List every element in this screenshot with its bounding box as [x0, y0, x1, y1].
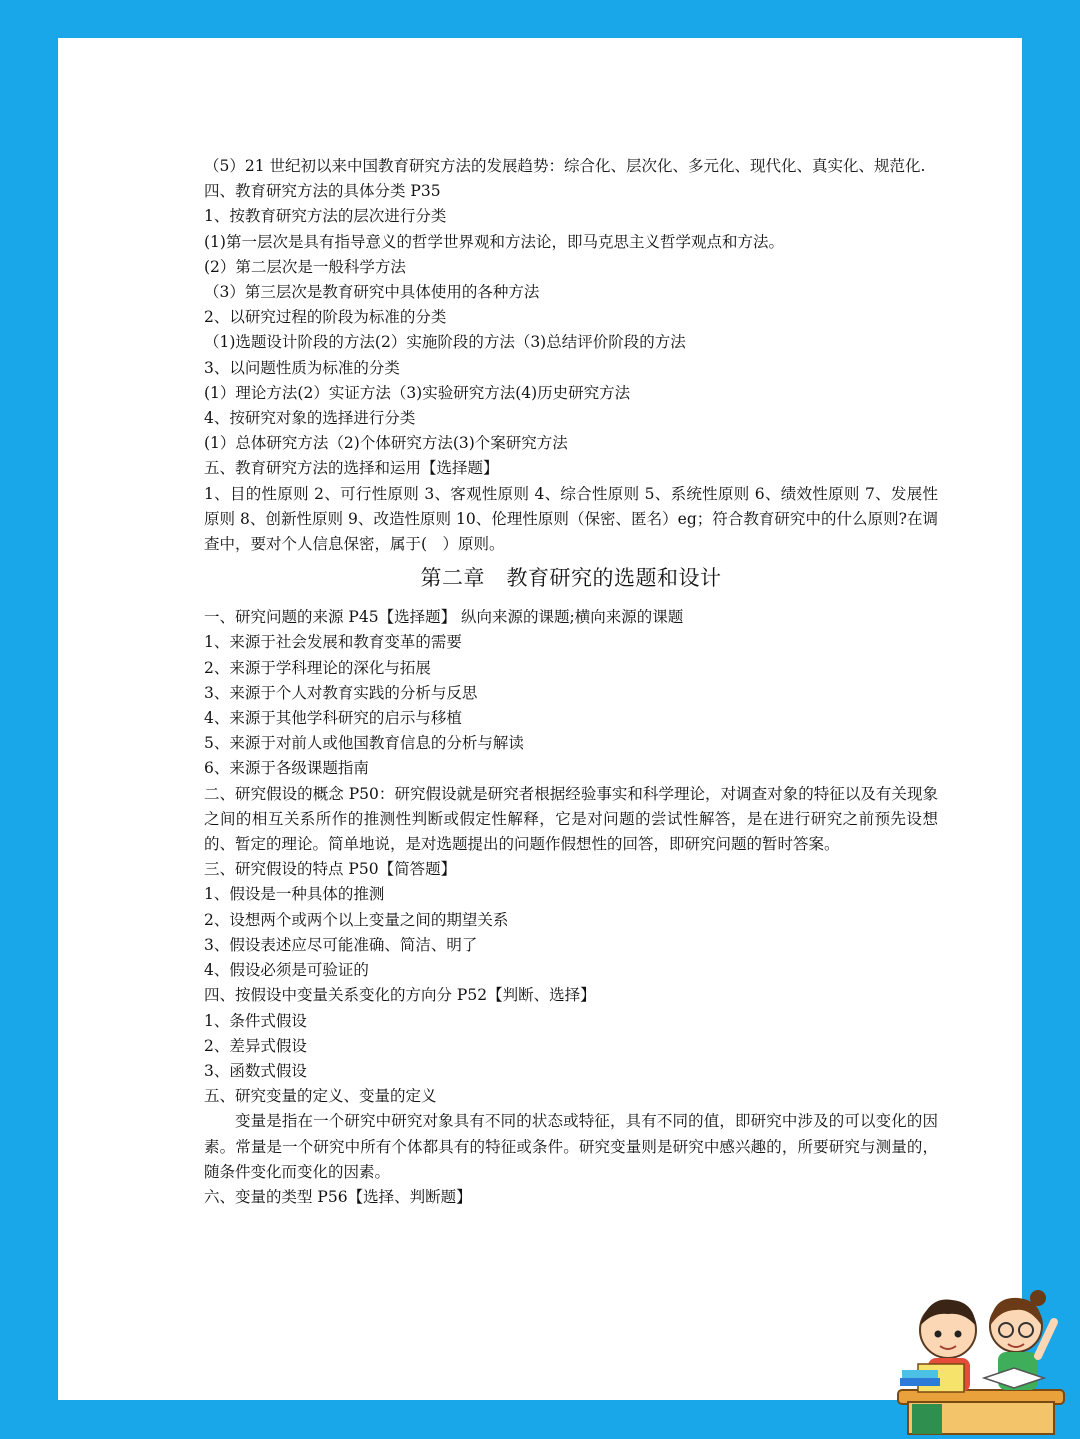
text-line: 1、条件式假设 — [204, 1011, 307, 1030]
children-reading-illustration — [888, 1282, 1068, 1437]
text-line: (2）第二层次是一般科学方法 — [204, 257, 406, 276]
section-heading: 三、研究假设的特点 P50【简答题】 — [204, 860, 457, 879]
text-paragraph: 二、研究假设的概念 P50：研究假设就是研究者根据经验事实和科学理论，对调查对象的特征以及有关现象之间的相互关系所作的推测性判断或假定性解释，它是对问题的尝试性解答，是在进行研究之前预先设想的、暂定的理论。简单地说，是对选题提出的问题作假想性的回答，即研究问题的暂时答案。 — [204, 784, 938, 854]
section-heading: 一、研究问题的来源 P45【选择题】 纵向来源的课题;横向来源的课题 — [204, 608, 684, 627]
text-line: （3）第三层次是教育研究中具体使用的各种方法 — [204, 283, 540, 302]
text-line: 1、假设是一种具体的推测 — [204, 885, 385, 904]
text-line: 5、来源于对前人或他国教育信息的分析与解读 — [204, 734, 524, 753]
text-line: 3、来源于个人对教育实践的分析与反思 — [204, 683, 478, 702]
section-heading: 六、变量的类型 P56【选择、判断题】 — [204, 1187, 472, 1206]
document-content — [204, 154, 938, 1210]
text-line: 6、来源于各级课题指南 — [204, 759, 369, 778]
text-paragraph: 1、目的性原则 2、可行性原则 3、客观性原则 4、综合性原则 5、系统性原则 6、绩效性原则 7、发展性原则 8、创新性原则 9、改造性原则 10、伦理性原则（保密、匿名）eg；符合教育研究中的什么原则?在调查中，要对个人信息保密，属于( ）原则。 — [204, 484, 938, 554]
section-heading: 四、教育研究方法的具体分类 P35 — [204, 182, 441, 201]
text-paragraph: 变量是指在一个研究中研究对象具有不同的状态或特征，具有不同的值，即研究中涉及的可以变化的因素。常量是一个研究中所有个体都具有的特征或条件。研究变量则是研究中感兴趣的，所要研究与测量的，随条件变化而变化的因素。 — [204, 1112, 938, 1181]
text-line: (1)第一层次是具有指导意义的哲学世界观和方法论，即马克思主义哲学观点和方法。 — [204, 232, 784, 251]
text-line: 1、来源于社会发展和教育变革的需要 — [204, 633, 462, 652]
text-line: 3、假设表述应尽可能准确、简洁、明了 — [204, 935, 478, 954]
text-line: 2、来源于学科理论的深化与拓展 — [204, 658, 431, 677]
section-heading: 五、研究变量的定义、变量的定义 — [204, 1087, 437, 1106]
text-line: (1）总体研究方法（2)个体研究方法(3)个案研究方法 — [204, 434, 568, 453]
section-heading: 四、按假设中变量关系变化的方向分 P52【判断、选择】 — [204, 986, 596, 1005]
text-line: 1、按教育研究方法的层次进行分类 — [204, 207, 447, 226]
document-page — [58, 38, 1022, 1400]
text-line: （1)选题设计阶段的方法(2）实施阶段的方法（3)总结评价阶段的方法 — [204, 333, 686, 352]
text-line: (1）理论方法(2）实证方法（3)实验研究方法(4)历史研究方法 — [204, 383, 631, 402]
text-line: 2、差异式假设 — [204, 1036, 307, 1055]
text-line: 3、以问题性质为标准的分类 — [204, 358, 400, 377]
text-line: 4、来源于其他学科研究的启示与移植 — [204, 709, 462, 728]
text-line: 2、以研究过程的阶段为标准的分类 — [204, 308, 447, 327]
section-heading: 五、教育研究方法的选择和运用【选择题】 — [204, 459, 499, 478]
text-line: （5）21 世纪初以来中国教育研究方法的发展趋势：综合化、层次化、多元化、现代化、真实化、规范化. — [204, 157, 926, 175]
text-line: 3、函数式假设 — [204, 1061, 307, 1080]
chapter-title: 第二章 教育研究的选题和设计 — [420, 566, 722, 591]
text-line: 4、假设必须是可验证的 — [204, 961, 369, 980]
text-line: 2、设想两个或两个以上变量之间的期望关系 — [204, 910, 509, 929]
text-line: 4、按研究对象的选择进行分类 — [204, 409, 416, 428]
